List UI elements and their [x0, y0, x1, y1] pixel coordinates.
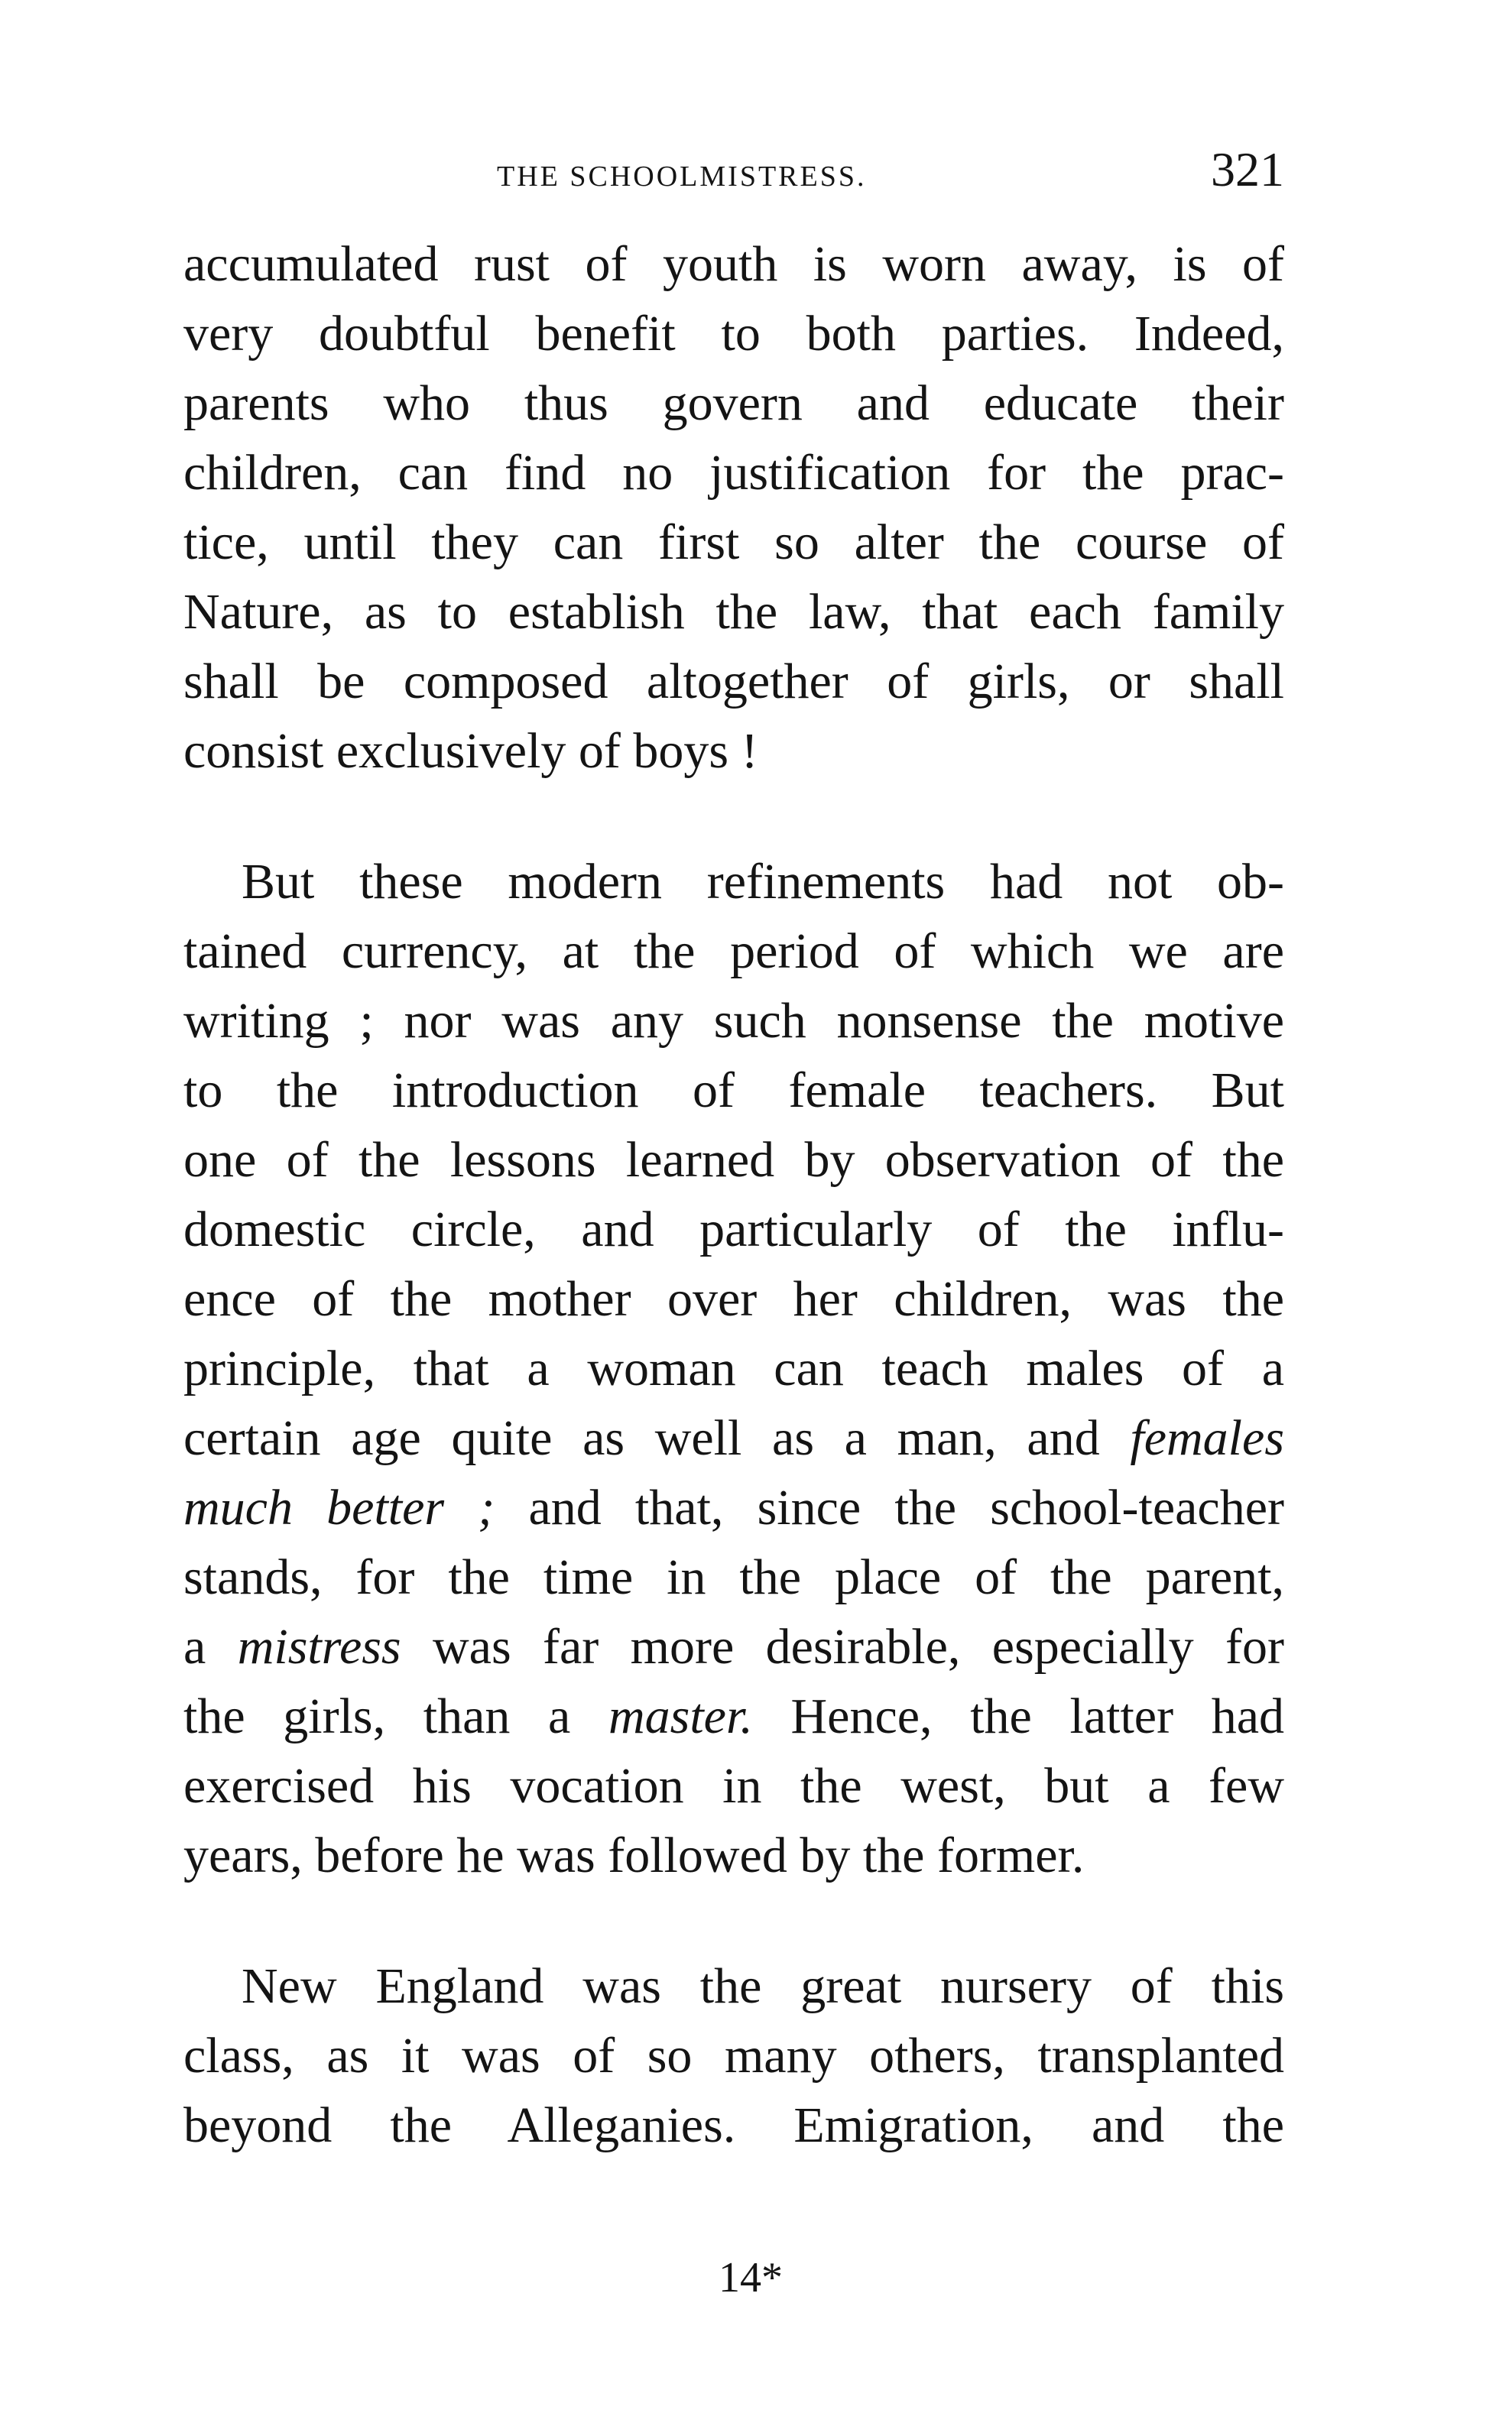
italic-run: mistress	[237, 1619, 401, 1675]
text-line	[183, 1612, 1284, 1682]
paragraph-gap	[183, 1890, 1284, 1951]
text-line: tice, until they can first so alter the course of	[183, 514, 1284, 570]
text-line: shall be composed altogether of girls, or shall	[183, 654, 1284, 709]
text-line	[183, 1473, 1284, 1542]
text-run: a	[183, 1619, 238, 1675]
text-line: ence of the mother over her children, was the	[183, 1271, 1284, 1327]
text-line: stands, for the time in the place of the parent,	[183, 1549, 1284, 1605]
text-line: class, as it was of so many others, transplanted	[183, 2028, 1284, 2084]
text-line: tained currency, at the period of which we are	[183, 923, 1284, 979]
running-head: THE SCHOOLMISTRESS.	[497, 161, 867, 193]
text-line: principle, that a woman can teach males of a	[183, 1341, 1284, 1396]
italic-run: master.	[608, 1688, 753, 1744]
text-run: the girls, than a	[183, 1688, 608, 1744]
text-line: years, before he was followed by the former.	[183, 1828, 1085, 1883]
text-line	[183, 1682, 1284, 1751]
text-line: Nature, as to establish the law, that each family	[183, 584, 1284, 640]
signature-mark: 14*	[719, 2254, 783, 2301]
text-line: children, can find no justification for the prac-	[183, 445, 1284, 501]
text-run: was far more desirable, especially for	[401, 1619, 1284, 1675]
page-number: 321	[1211, 142, 1284, 196]
body-text	[183, 229, 1284, 2160]
text-line: domestic circle, and particularly of the influ-	[183, 1202, 1284, 1257]
text-line: exercised his vocation in the west, but a few	[183, 1758, 1284, 1814]
text-run: Hence, the latter had	[752, 1688, 1284, 1744]
paragraph-gap	[183, 786, 1284, 847]
text-run: certain age quite as well as a man, and	[183, 1410, 1131, 1466]
text-line: consist exclusively of boys !	[183, 723, 758, 779]
text-line: one of the lessons learned by observation of the	[183, 1132, 1284, 1188]
text-run: and that, since the school-teacher	[495, 1480, 1284, 1536]
text-line: New England was the great nursery of this	[242, 1958, 1284, 2014]
text-line: very doubtful benefit to both parties. Indeed,	[183, 306, 1284, 362]
text-line: But these modern refinements had not ob-	[242, 854, 1284, 910]
italic-run: much better ;	[183, 1480, 495, 1536]
text-line: accumulated rust of youth is worn away, is of	[183, 236, 1284, 292]
page-header	[183, 141, 1284, 210]
text-line: writing ; nor was any such nonsense the motive	[183, 993, 1284, 1049]
text-line: to the introduction of female teachers. But	[183, 1062, 1284, 1118]
text-line: parents who thus govern and educate their	[183, 375, 1284, 431]
text-line	[183, 1403, 1284, 1473]
italic-run: females	[1130, 1410, 1284, 1466]
text-line: beyond the Alleganies. Emigration, and the	[183, 2097, 1284, 2153]
